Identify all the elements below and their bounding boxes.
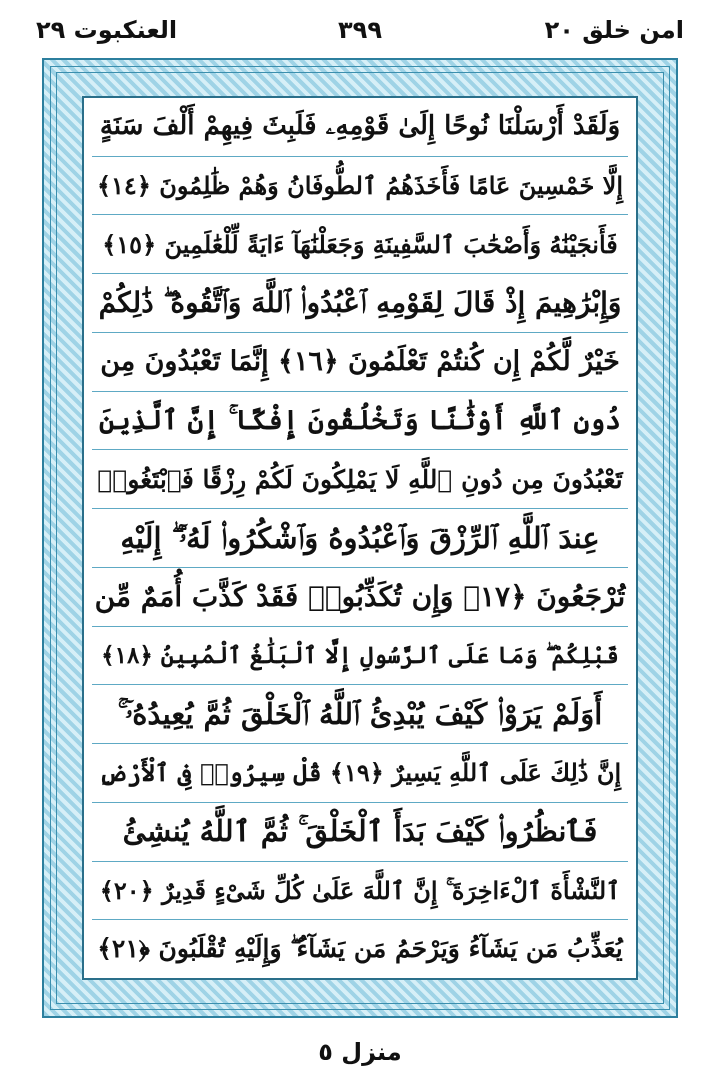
text-line-10: قَبْلِكُمْ ۖ وَمَا عَلَى ٱلرَّسُولِ إِلَّا ٱلْبَلَٰغُ ٱلْمُبِينُ ﴿١٨﴾ [92,627,628,686]
text-line-1: وَلَقَدْ أَرْسَلْنَا نُوحًا إِلَىٰ قَوْمِهِۦ فَلَبِثَ فِيهِمْ أَلْفَ سَنَةٍ [92,98,628,157]
text-line-12: إِنَّ ذَٰلِكَ عَلَى ٱللَّهِ يَسِيرٌ ﴿١٩﴾ قُلْ سِيرُوا۟ فِى ٱلْأَرْضِ [92,744,628,803]
text-line-14: ٱلنَّشْأَةَ ٱلْءَاخِرَةَ ۚ إِنَّ ٱللَّهَ عَلَىٰ كُلِّ شَىْءٍ قَدِيرٌ ﴿٢٠﴾ [92,862,628,921]
text-line-15: يُعَذِّبُ مَن يَشَآءُ وَيَرْحَمُ مَن يَشَآءُ ۖ وَإِلَيْهِ تُقْلَبُونَ ﴿٢١﴾ [97,934,623,964]
text-line-3: فَأَنجَيْنَٰهُ وَأَصْحَٰبَ ٱلسَّفِينَةِ وَجَعَلْنَٰهَآ ءَايَةً لِّلْعَٰلَمِينَ ﴿١٥﴾ [92,215,628,274]
page-header [36,12,684,48]
text-line-13: فَٱنظُرُوا۟ كَيْفَ بَدَأَ ٱلْخَلْقَ ۚ ثُمَّ ٱللَّهُ يُنشِئُ [92,803,628,862]
manzil-footer: منزل ٥ [318,1038,402,1066]
text-line-8: عِندَ ٱللَّهِ ٱلرِّزْقَ وَٱعْبُدُوهُ وَٱشْكُرُوا۟ لَهُۥٓ ۖ إِلَيْهِ [92,509,628,568]
text-line-11: أَوَلَمْ يَرَوْا۟ كَيْفَ يُبْدِئُ ٱللَّهُ ٱلْخَلْقَ ثُمَّ يُعِيدُهُۥٓ ۚ [92,685,628,744]
text-line-7: تَعْبُدُونَ مِن دُونِ ٱللَّهِ لَا يَمْلِكُونَ لَكُمْ رِزْقًا فَٱبْتَغُوا۟ [92,450,628,509]
text-line-2: إِلَّا خَمْسِينَ عَامًا فَأَخَذَهُمُ ٱلطُّوفَانُ وَهُمْ ظَٰلِمُونَ ﴿١٤﴾ [92,157,628,216]
ornamental-border [42,58,678,1018]
text-line-9: تُرْجَعُونَ ﴿١٧﴾ وَإِن تُكَذِّبُوا۟ فَقَدْ كَذَّبَ أُمَمٌ مِّن [92,568,628,627]
text-line-6: دُونِ ٱللَّهِ أَوْثَٰنًا وَتَخْلُقُونَ إِفْكًا ۚ إِنَّ ٱلَّذِينَ [92,392,628,451]
text-line-5: خَيْرٌ لَّكُمْ إِن كُنتُمْ تَعْلَمُونَ ﴿١٦﴾ إِنَّمَا تَعْبُدُونَ مِن [92,333,628,392]
surah-label: العنكبوت ٢٩ [36,16,178,44]
text-line-4: وَإِبْرَٰهِيمَ إِذْ قَالَ لِقَوْمِهِ ٱعْبُدُوا۟ ٱللَّهَ وَٱتَّقُوهُ ۖ ذَٰلِكُمْ [92,274,628,333]
juz-label: امن خلق ٢٠ [544,16,684,44]
quran-text-area [82,96,638,980]
page-number: ٣٩٩ [338,16,382,44]
